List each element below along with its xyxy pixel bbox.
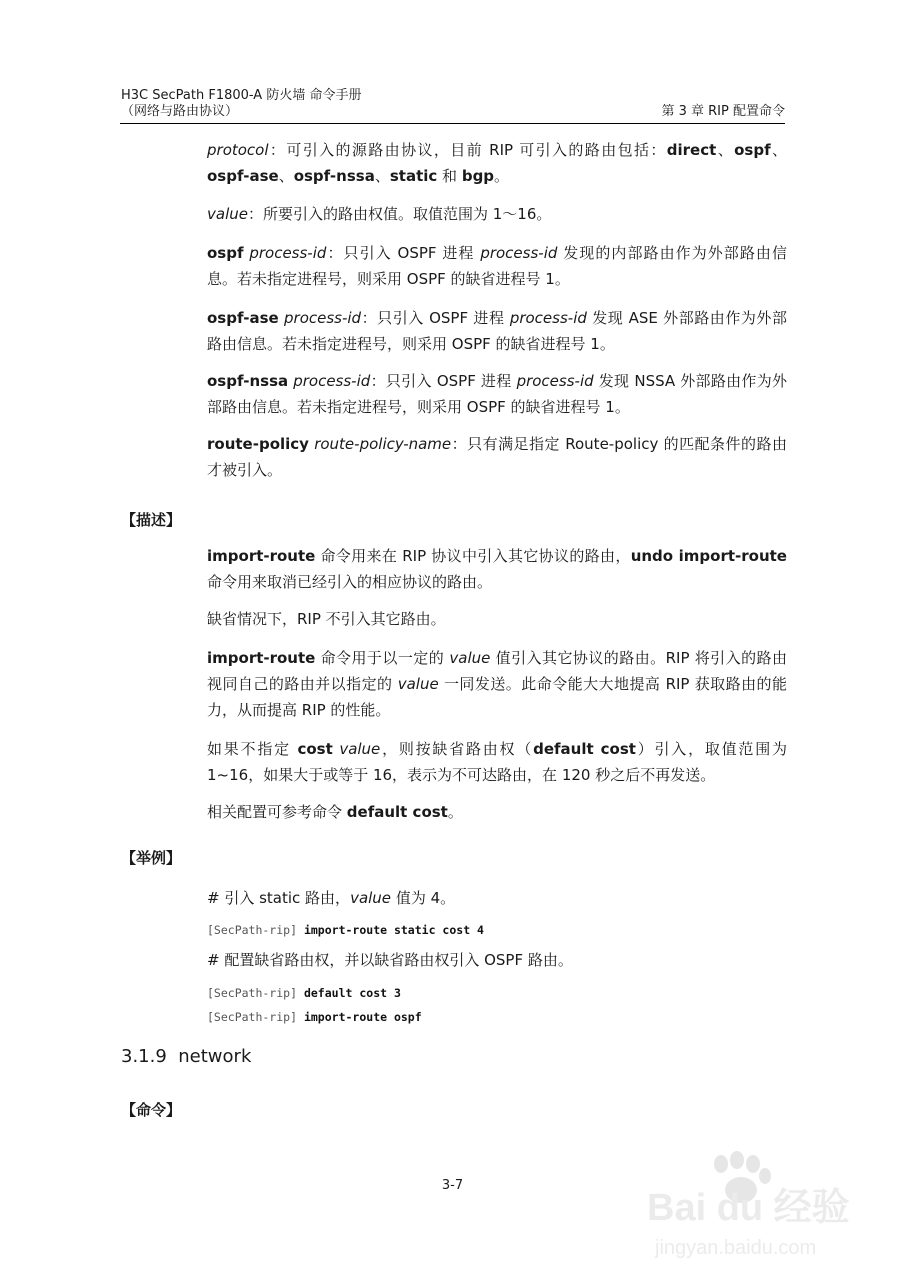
param-ospf: ospf process-id：只引入 OSPF 进程 process-id 发现的内部路由作为外部路由信息。若未指定进程号，则采用 OSPF 的缺省进程号 1。 bbox=[207, 244, 787, 288]
description-p5: 相关配置可参考命令 default cost。 bbox=[207, 803, 463, 821]
param-value: value：所要引入的路由权值。取值范围为 1～16。 bbox=[207, 205, 552, 223]
param-ospf-ase: ospf-ase process-id：只引入 OSPF 进程 process-id 发现 ASE 外部路由作为外部路由信息。若未指定进程号，则采用 OSPF 的缺省进程号 1。 bbox=[207, 309, 787, 353]
description-p3: import-route 命令用于以一定的 value 值引入其它协议的路由。RIP 将引入的路由视同自己的路由并以指定的 value 一同发送。此命令能大大地提高 RIP 获取路由的能力，从而提高 RIP 的性能。 bbox=[207, 649, 787, 719]
description-p2: 缺省情况下，RIP 不引入其它路由。 bbox=[207, 610, 446, 628]
section-command-title: 【命令】 bbox=[121, 1101, 182, 1119]
watermark-url: jingyan.baidu.com bbox=[655, 1237, 817, 1259]
watermark-brand: Bai du 经验 bbox=[647, 1187, 850, 1229]
param-ospf-nssa: ospf-nssa process-id：只引入 OSPF 进程 process-id 发现 NSSA 外部路由作为外部路由信息。若未指定进程号，则采用 OSPF 的缺省进程号 1。 bbox=[207, 372, 788, 416]
param-protocol: protocol：可引入的源路由协议，目前 RIP 可引入的路由包括：direct、ospf、ospf-ase、ospf-nssa、static 和 bgp。 bbox=[207, 141, 787, 185]
section-description-title: 【描述】 bbox=[121, 511, 182, 529]
header-chapter: 第 3 章 RIP 配置命令 bbox=[661, 104, 785, 119]
example-code-line-3: [SecPath-rip] import-route ospf bbox=[207, 1010, 422, 1024]
header-section-group: （网络与路由协议） bbox=[121, 104, 239, 119]
section-example-title: 【举例】 bbox=[121, 849, 182, 867]
example-comment-2: # 配置缺省路由权，并以缺省路由权引入 OSPF 路由。 bbox=[207, 951, 573, 969]
page-number: 3-7 bbox=[441, 1178, 464, 1193]
example-code-line-1: [SecPath-rip] import-route static cost 4 bbox=[207, 923, 484, 937]
description-p4: 如果不指定 cost value，则按缺省路由权（default cost）引入，取值范围为 1~16，如果大于或等于 16，表示为不可达路由，在 120 秒之后不再发送。 bbox=[207, 740, 787, 784]
example-comment-1: # 引入 static 路由，value 值为 4。 bbox=[207, 889, 456, 907]
header-product: H3C SecPath F1800-A 防火墙 命令手册 bbox=[121, 88, 362, 103]
header-rule bbox=[120, 123, 785, 124]
subsection-heading: 3.1.9 network bbox=[121, 1046, 252, 1067]
example-code-line-2: [SecPath-rip] default cost 3 bbox=[207, 986, 401, 1000]
param-route-policy: route-policy route-policy-name：只有满足指定 Route-policy 的匹配条件的路由才被引入。 bbox=[207, 435, 787, 479]
baidu-paw-icon bbox=[645, 1150, 860, 1260]
baidu-watermark bbox=[645, 1150, 860, 1260]
description-p1: import-route 命令用来在 RIP 协议中引入其它协议的路由，undo import-route 命令用来取消已经引入的相应协议的路由。 bbox=[207, 547, 787, 591]
